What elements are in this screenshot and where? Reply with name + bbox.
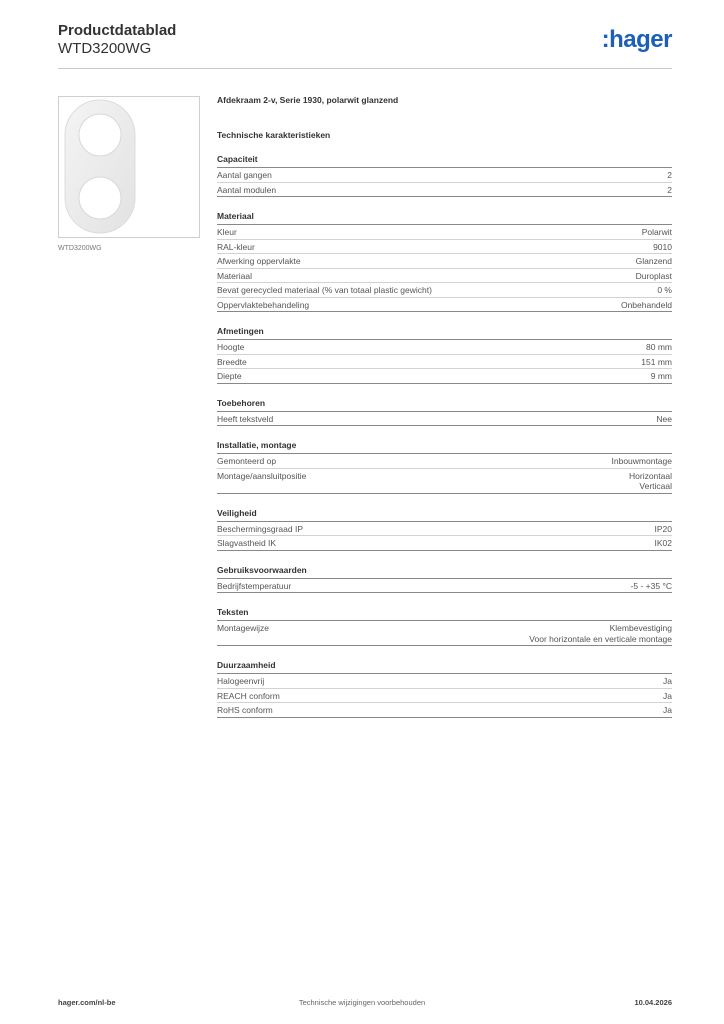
spec-label: Breedte xyxy=(217,356,247,367)
page-title: Productdatablad xyxy=(58,22,177,39)
spec-value: 151 mm xyxy=(641,356,672,367)
spec-group xyxy=(217,398,672,427)
spec-label: Hoogte xyxy=(217,342,245,352)
spec-label: Afwerking oppervlakte xyxy=(217,256,301,266)
spec-label: Kleur xyxy=(217,227,237,237)
spec-group xyxy=(217,607,672,646)
spec-label: RAL-kleur xyxy=(217,241,255,252)
spec-row xyxy=(217,183,672,198)
spec-value: Glanzend xyxy=(635,256,672,266)
spec-label: Aantal gangen xyxy=(217,170,272,180)
spec-label: Aantal modulen xyxy=(217,184,277,195)
spec-group xyxy=(217,440,672,494)
spec-value: Inbouwmontage xyxy=(611,456,672,466)
spec-value: 80 mm xyxy=(646,342,672,352)
group-title: Installatie, montage xyxy=(217,440,672,454)
spec-value: IP20 xyxy=(654,523,672,534)
frame-illustration xyxy=(59,97,199,237)
spec-value: Onbehandeld xyxy=(620,299,672,310)
spec-value: -5 - +35 °C xyxy=(630,580,672,591)
spec-row xyxy=(217,536,672,551)
group-title: Afmetingen xyxy=(217,326,672,340)
spec-value: 9010 xyxy=(653,241,672,252)
spec-group xyxy=(217,154,672,197)
spec-value: 2 xyxy=(667,184,672,195)
spec-row xyxy=(217,703,672,718)
spec-groups xyxy=(217,154,672,718)
spec-row xyxy=(217,340,672,355)
spec-label: Gemonteerd op xyxy=(217,456,277,466)
hager-logo: :hager xyxy=(601,26,672,53)
spec-row xyxy=(217,225,672,240)
spec-label: Bevat gerecycled materiaal (% van totaal plastic gewicht) xyxy=(217,285,432,295)
spec-row xyxy=(217,522,672,537)
spec-value: Horizontaal Verticaal xyxy=(629,470,672,491)
spec-label: Beschermingsgraad IP xyxy=(217,523,303,534)
spec-row xyxy=(217,298,672,313)
spec-group xyxy=(217,660,672,718)
spec-label: Oppervlaktebehandeling xyxy=(217,299,310,310)
spec-value: Ja xyxy=(663,676,672,686)
spec-row xyxy=(217,168,672,183)
spec-row xyxy=(217,689,672,704)
product-code: WTD3200WG xyxy=(58,40,152,57)
spec-label: Slagvastheid IK xyxy=(217,538,277,548)
spec-value: Ja xyxy=(663,690,672,701)
spec-row xyxy=(217,454,672,469)
group-title: Gebruiksvoorwaarden xyxy=(217,565,672,579)
spec-label: REACH conform xyxy=(217,690,280,701)
spec-label: Diepte xyxy=(217,371,242,381)
spec-value: IK02 xyxy=(654,538,672,548)
spec-label: Montage/aansluitpositie xyxy=(217,470,307,481)
spec-row xyxy=(217,412,672,427)
spec-row xyxy=(217,240,672,255)
group-title: Veiligheid xyxy=(217,508,672,522)
spec-label: Heeft tekstveld xyxy=(217,413,274,424)
spec-value: Polarwit xyxy=(641,227,672,237)
spec-row xyxy=(217,621,672,646)
spec-group xyxy=(217,508,672,551)
footer-disclaimer: Technische wijzigingen voorbehouden xyxy=(298,998,426,1007)
spec-label: Montagewijze xyxy=(217,623,269,633)
spec-row xyxy=(217,579,672,594)
spec-row xyxy=(217,469,672,494)
group-title: Toebehoren xyxy=(217,398,672,412)
spec-value: 0 % xyxy=(657,285,672,295)
spec-value: Klembevestiging Voor horizontale en verticale montage xyxy=(529,623,672,644)
group-title: Teksten xyxy=(217,607,672,621)
spec-value: 2 xyxy=(667,170,672,180)
spec-value: Duroplast xyxy=(635,270,672,281)
spec-row xyxy=(217,355,672,370)
spec-group xyxy=(217,211,672,312)
spec-group xyxy=(217,326,672,384)
spec-value: Nee xyxy=(656,413,672,424)
spec-group xyxy=(217,565,672,594)
spec-row xyxy=(217,269,672,284)
image-caption: WTD3200WG xyxy=(58,245,102,252)
group-title: Materiaal xyxy=(217,211,672,225)
spec-value: Ja xyxy=(663,705,672,715)
spec-row xyxy=(217,283,672,298)
footer-date: 10.04.2026 xyxy=(634,998,672,1007)
spec-row xyxy=(217,674,672,689)
spec-row xyxy=(217,369,672,384)
header-divider xyxy=(58,68,672,69)
spec-content xyxy=(217,95,672,718)
group-title: Duurzaamheid xyxy=(217,660,672,674)
product-title: Afdekraam 2-v, Serie 1930, polarwit glanzend xyxy=(217,95,399,105)
spec-value: 9 mm xyxy=(650,371,672,381)
product-image xyxy=(58,96,200,238)
footer-website: hager.com/nl-be xyxy=(58,998,116,1007)
spec-label: Materiaal xyxy=(217,270,252,281)
spec-label: Bedrijfstemperatuur xyxy=(217,580,292,591)
group-title: Capaciteit xyxy=(217,154,672,168)
spec-label: RoHS conform xyxy=(217,705,273,715)
spec-row xyxy=(217,254,672,269)
section-title: Technische karakteristieken xyxy=(217,130,331,140)
spec-label: Halogeenvrij xyxy=(217,676,265,686)
